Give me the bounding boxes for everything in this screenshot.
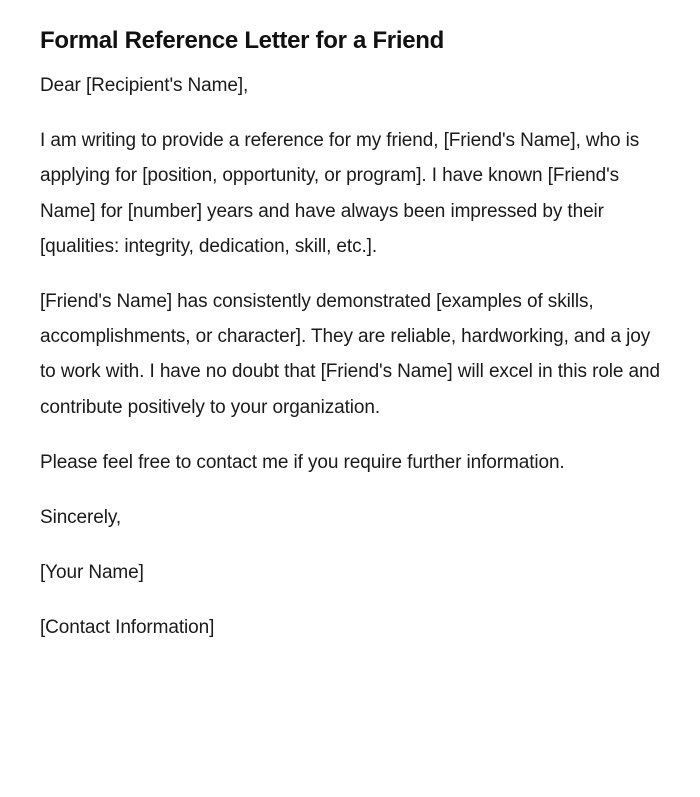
closing: Sincerely,	[40, 507, 122, 529]
body-paragraph-intro: I am writing to provide a reference for my friend, [Friend's Name], who is applying for [position, opportunity, or program]. I have known [Friend's Name] for [number] years and have always been impressed by their [qualities: integrity, dedication, skill, etc.].	[40, 130, 640, 257]
body-paragraph-contact: Please feel free to contact me if you require further information.	[40, 451, 565, 473]
signature-name: [Your Name]	[40, 562, 144, 584]
body-paragraph-qualities: [Friend's Name] has consistently demonstrated [examples of skills, accomplishments, or character]. They are reliable, hardworking, and a joy to work with. I have no doubt that [Friend's Name] will excel in this role and contribute positively to your organization.	[40, 291, 660, 418]
salutation: Dear [Recipient's Name],	[40, 75, 249, 96]
contact-information: [Contact Information]	[40, 617, 215, 639]
document-title: Formal Reference Letter for a Friend	[40, 27, 444, 54]
